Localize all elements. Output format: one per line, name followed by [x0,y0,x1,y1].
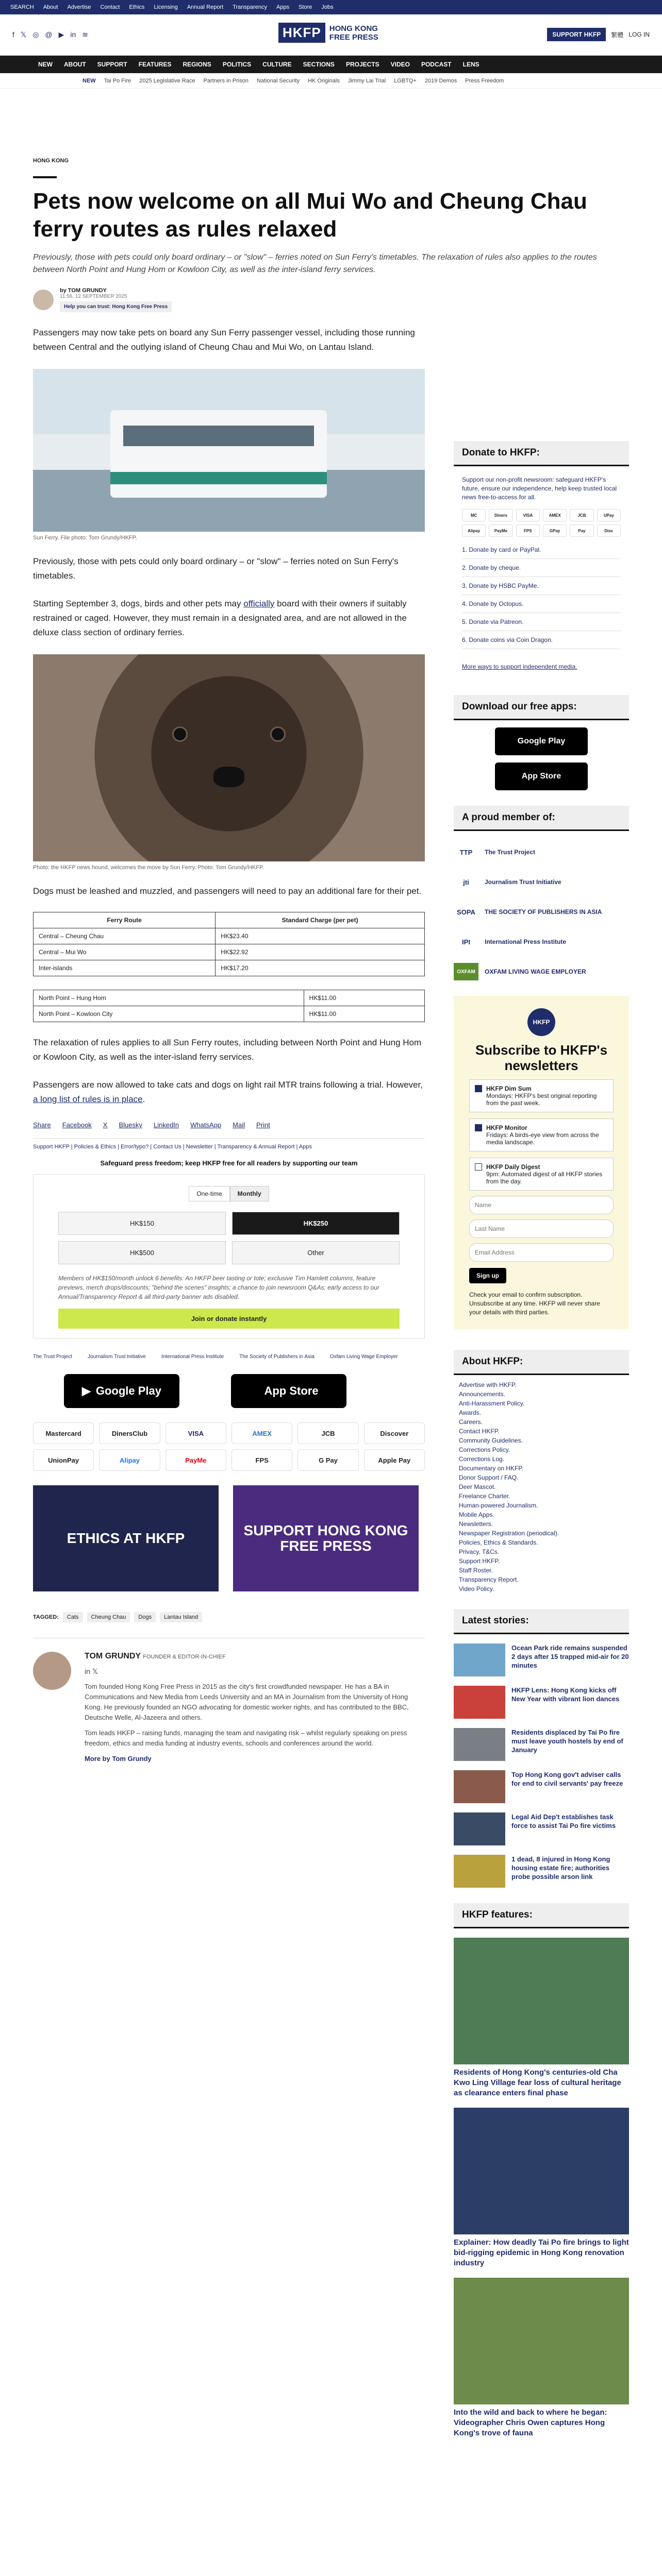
nav-new[interactable]: NEW [38,61,53,68]
tag[interactable]: Cheung Chau [87,1612,130,1622]
rules-link[interactable]: a long list of rules is in place [33,1094,143,1104]
about-link[interactable]: Awards. [459,1409,482,1416]
author-avatar[interactable] [33,290,54,310]
freq-one-time[interactable]: One-time [189,1186,229,1201]
about-link[interactable]: Contact HKFP. [459,1428,500,1435]
newsletter-title: Subscribe to HKFP's newsletters [475,1042,608,1073]
payment-logo: Apple Pay [364,1449,425,1471]
payment-logo: GPay [543,524,567,537]
tag[interactable]: Lantau Island [160,1612,202,1622]
youtube-icon[interactable]: ▶ [58,30,64,39]
app-badges [33,1374,425,1408]
login-link[interactable]: LOG IN [628,31,650,38]
sidebar [454,441,629,2438]
about-link[interactable]: Staff Roster. [459,1567,493,1574]
subnav-item[interactable]: 2019 Demos [424,77,457,84]
share-bar [33,1121,425,1129]
google-play-badge[interactable]: Google Play [495,727,588,755]
share-facebook[interactable]: Facebook [62,1121,92,1129]
newsletter-box [454,996,629,1329]
subnav-new-label: NEW [82,77,96,84]
paragraph: Starting September 3, dogs, birds and other pets may officially board with their owners if suitably restrained or caged. However, they must remain in a designated area, and are not allowed in the deluxe class section of ordinary ferries. [33,599,407,637]
app-store-badge[interactable]: App Store [231,1374,346,1408]
tags-label: TAGGED: [33,1614,59,1620]
subnav-item[interactable]: Press Freedom [465,77,504,84]
about-link[interactable]: Corrections Log. [459,1455,505,1463]
about-link[interactable]: Transparency Report. [459,1576,519,1583]
share-label[interactable]: Share [33,1121,51,1129]
masthead-actions [547,28,650,41]
share-linkedin[interactable]: LinkedIn [154,1121,179,1129]
share-bluesky[interactable]: Bluesky [119,1121,142,1129]
nav-projects[interactable]: PROJECTS [345,61,379,68]
byline [33,287,425,312]
nav-video[interactable]: VIDEO [390,61,410,68]
rss-icon[interactable]: ≋ [82,30,89,39]
more-ways-link[interactable]: More ways to support independent media. [462,663,577,670]
about-link[interactable]: Mobile Apps. [459,1511,494,1518]
top-link-apps[interactable]: Apps [276,4,290,10]
about-link[interactable]: Donor Support / FAQ. [459,1474,519,1481]
newsletter-option[interactable]: HKFP Dim Sum Mondays: HKFP's best original reporting from the past week. [469,1079,614,1112]
subnav-item[interactable]: Tai Po Fire [104,77,131,84]
table-header: Ferry Route [34,912,216,928]
payment-logo: PayMe [489,524,512,537]
author-social[interactable]: in 𝕏 [85,1667,98,1675]
nav-sections[interactable]: SECTIONS [303,61,335,68]
google-play-badge[interactable]: ▶ Google Play [64,1374,179,1408]
hkfp-badge: HKFP [527,1008,555,1036]
top-link-contact[interactable]: Contact [100,4,120,10]
payment-logo: Disc [597,524,621,537]
about-link[interactable]: Community Guidelines. [459,1437,523,1444]
footer-links[interactable]: Support HKFP | Policies & Ethics | Error/typo? | Contact Us | Newsletter | Transparency & Annual Report | Apps [33,1138,425,1150]
subnav-item[interactable]: Jimmy Lai Trial [347,77,386,84]
latest-story[interactable]: Ocean Park ride remains suspended 2 days after 15 trapped mid-air for 20 minutes [454,1643,629,1676]
latest-story[interactable]: Legal Aid Dep't establishes task force to assist Tai Po fire victims [454,1812,629,1845]
payment-logo: PayMe [166,1449,226,1471]
article-kicker[interactable]: HONG KONG [33,158,69,164]
table-row: Central – Mui Wo HK$22.92 [34,944,425,960]
first-name-input[interactable] [469,1196,614,1214]
amount-grid [58,1212,400,1264]
member-logo[interactable]: OXFAM OXFAM LIVING WAGE EMPLOYER [454,963,629,980]
member-heading: A proud member of: [454,806,629,831]
partner-logo[interactable]: The Society of Publishers in Asia [239,1354,315,1360]
about-link[interactable]: Corrections Policy. [459,1446,510,1453]
about-link[interactable]: Support HKFP. [459,1557,500,1565]
partner-logo[interactable]: International Press Institute [161,1354,224,1360]
payment-logo: Alipay [99,1449,160,1471]
about-link[interactable]: Freelance Charter. [459,1493,510,1500]
subnav-item[interactable]: HK Originals [308,77,340,84]
top-link-jobs[interactable]: Jobs [321,4,334,10]
newsletter-option[interactable]: HKFP Monitor Fridays: A birds-eye view from across the media landscape. [469,1118,614,1151]
top-link-licensing[interactable]: Licensing [154,4,178,10]
author-bio: Tom founded Hong Kong Free Press in 2015 as the city's first crowdfunded newspaper. He has a BA in Communications and New Media from Leeds University and an MA in Journalism from the University of Hong Kong. He previously founded an NGO advocating for domestic worker rights, and has contributed to the BBC, Deutsche Welle, Al-Jazeera and others. [85,1683,409,1721]
table-row: Central – Cheung Chau HK$23.40 [34,928,425,944]
apps-heading: Download our free apps: [454,695,629,720]
share-print[interactable]: Print [256,1121,270,1129]
help-trust-button[interactable]: Help you can trust: Hong Kong Free Press [60,301,172,312]
amount-option[interactable]: HK$150 [58,1212,226,1235]
ferry-photo [33,369,425,532]
top-link-ethics[interactable]: Ethics [129,4,145,10]
article-title: Pets now welcome on all Mui Wo and Cheung Chau ferry routes as rules relaxed [33,189,587,242]
tags-row [33,1612,425,1622]
frequency-toggle [58,1186,400,1201]
title-rule [33,176,57,178]
top-link-annual-report[interactable]: Annual Report [187,4,224,10]
donate-option[interactable]: 2. Donate by cheque. [462,559,621,577]
nav-about[interactable]: ABOUT [64,61,86,68]
support-hkfp-button[interactable]: SUPPORT HKFP [547,28,606,41]
subnav-item[interactable]: LGBTQ+ [394,77,417,84]
feature-story[interactable]: Explainer: How deadly Tai Po fire brings to light bid-rigging epidemic in Hong Kong renovation industry [454,2108,629,2268]
share-mail[interactable]: Mail [233,1121,245,1129]
subnav-item[interactable]: Partners in Prison [203,77,249,84]
photo-caption: Sun Ferry. File photo: Tom Grundy/HKFP. [33,535,137,541]
payment-logo: VISA [516,509,540,521]
payment-logo: VISA [166,1422,226,1444]
publish-date: 11:56, 12 SEPTEMBER 2025 [60,294,127,299]
table-row: Inter-islands HK$17.20 [34,960,425,976]
tag[interactable]: Dogs [134,1612,156,1622]
email-input[interactable] [469,1243,614,1262]
tag[interactable]: Cats [63,1612,83,1622]
payment-logo: JCB [297,1422,358,1444]
donate-option[interactable]: 1. Donate by card or PayPal. [462,541,621,559]
table-row: North Point – Hung Hom HK$11.00 [34,990,425,1006]
table-header: Standard Charge (per pet) [216,912,425,928]
nav-politics[interactable]: POLITICS [222,61,252,68]
fare-table [33,912,425,976]
latest-story[interactable]: Residents displaced by Tai Po fire must leave youth hostels by end of January [454,1728,629,1761]
latest-story[interactable]: Top Hong Kong gov't adviser calls for end to civil servants' pay freeze [454,1770,629,1803]
about-link[interactable]: Newspaper Registration (periodical). [459,1530,559,1537]
donate-text[interactable]: Support our non-profit newsroom: safeguard HKFP's future, ensure our independence, help keep trusted local news free-to-access for all. [462,476,617,501]
payment-logo: UnionPay [33,1449,94,1471]
paragraph: Passengers are now allowed to take cats and dogs on light rail MTR trains following a trial. However, a long list of rules is in place. [33,1080,423,1104]
latest-story[interactable]: 1 dead, 8 injured in Hong Kong housing estate fire; authorities probe possible arson link [454,1855,629,1888]
instagram-icon[interactable]: ◎ [32,30,39,39]
donate-option[interactable]: 6. Donate coins via Coin Dragon. [462,631,621,649]
table-row: North Point – Kowloon City HK$11.00 [34,1006,425,1022]
payment-logo: DinersClub [99,1422,160,1444]
about-heading: About HKFP: [454,1350,629,1375]
payment-logo: FPS [231,1449,292,1471]
press-freedom-line: Safeguard press freedom; keep HKFP free for all readers by supporting our team [100,1159,358,1167]
amount-option[interactable]: HK$500 [58,1241,226,1264]
author-name[interactable]: by TOM GRUNDY [60,287,107,294]
feature-story[interactable]: Into the wild and back to where he began: Videographer Chris Owen captures Hong Kong's trove of fauna [454,2278,629,2438]
feature-story[interactable]: Residents of Hong Kong's centuries-old Cha Kwo Ling Village fear loss of cultural heritage as clearance enters final phase [454,1938,629,2098]
about-link[interactable]: Policies, Ethics & Standards. [459,1539,538,1546]
nav-regions[interactable]: REGIONS [183,61,211,68]
latest-heading: Latest stories: [454,1609,629,1634]
signup-button[interactable]: Sign up [469,1268,506,1283]
payment-logo: Alipay [462,524,486,537]
about-link[interactable]: Documentary on HKFP. [459,1465,524,1472]
x-icon[interactable]: 𝕏 [20,30,27,39]
top-link-about[interactable]: About [43,4,58,10]
support-banner[interactable]: SUPPORT HONG KONG FREE PRESS [233,1485,419,1591]
paragraph: Previously, those with pets could only board ordinary – or "slow" – ferries noted on Sun Ferry's timetables. [33,556,399,581]
payment-logo: Discover [364,1422,425,1444]
about-link[interactable]: Careers. [459,1418,483,1426]
payment-logo: JCB [570,509,593,521]
subnav-item[interactable]: National Security [256,77,300,84]
partner-logos [33,1354,425,1360]
donate-option[interactable]: 3. Donate by HSBC PayMe. [462,577,621,595]
article-body [33,326,425,1107]
member-logo[interactable]: TTP The Trust Project [459,848,536,856]
app-store-badge[interactable]: App Store [495,762,588,790]
paragraph: Passengers may now take pets on board any Sun Ferry passenger vessel, including those running between Central and the outlying island of Cheung Chau and Mui Wo, on Lantau Island. [33,328,415,352]
about-link[interactable]: Privacy, T&Cs. [459,1548,500,1555]
payment-logo: UPay [597,509,621,521]
share-whatsapp[interactable]: WhatsApp [190,1121,222,1129]
fare-table-2 [33,990,425,1022]
author-bio: Tom leads HKFP – raising funds, managing the team and navigating risk – whilst regularly speaking on press freedom, ethics and media funding at industry events, schools and conferences around the world. [85,1729,407,1747]
top-link-store[interactable]: Store [299,4,312,10]
dog-photo [33,654,425,861]
top-link-advertise[interactable]: Advertise [67,4,91,10]
payment-logo: G Pay [297,1449,358,1471]
logo-text: HONG KONG FREE PRESS [329,24,378,42]
sidebar-payment-logos [454,509,629,537]
top-link-transparency[interactable]: Transparency [233,4,267,10]
payment-logo: Pay [570,524,593,537]
donate-heading: Donate to HKFP: [454,441,629,466]
ethics-banner[interactable]: ETHICS AT HKFP [33,1485,219,1591]
threads-icon[interactable]: @ [45,30,53,39]
payment-logo: Mastercard [33,1422,94,1444]
payment-logo: AMEX [231,1422,292,1444]
search-link[interactable]: SEARCH [10,4,34,10]
linkedin-icon[interactable]: in [70,30,76,39]
about-link[interactable]: Newsletters. [459,1520,493,1528]
nav-lens[interactable]: LENS [462,61,479,68]
officially-link[interactable]: officially [243,599,275,608]
nav-features[interactable]: FEATURES [138,61,172,68]
newsletter-note: Check your email to confirm subscription. Unsubscribe at any time. HKFP will never share your details with third parties. [469,1291,600,1316]
donate-options [454,537,629,649]
partner-logo[interactable]: Journalism Trust Initiative [88,1354,146,1360]
payment-logos [33,1422,425,1471]
author-box-name[interactable]: TOM GRUNDY FOUNDER & EDITOR-IN-CHIEF [85,1652,226,1660]
about-link[interactable]: Announcements. [459,1391,506,1398]
about-link[interactable]: Anti-Harassment Policy. [459,1400,525,1407]
about-link[interactable]: Advertise with HKFP. [459,1381,517,1388]
amount-option-selected[interactable]: HK$250 [232,1212,400,1235]
partner-logo[interactable]: The Trust Project [33,1354,73,1360]
logo-box: HKFP [278,23,325,43]
member-logo[interactable]: jti Journalism Trust Initiative [463,878,561,886]
member-logo[interactable]: IPI International Press Institute [462,938,567,946]
last-name-input[interactable] [469,1219,614,1238]
payment-logo: MC [462,509,486,521]
paragraph: Dogs must be leashed and muzzled, and passengers will need to pay an additional fare for their pet. [33,886,422,896]
payment-logo: AMEX [543,509,567,521]
photo-caption: Photo: the HKFP news hound, welcomes the move by Sun Ferry. Photo: Tom Grundy/HKFP. [33,865,264,871]
join-button[interactable]: Join or donate instantly [58,1309,400,1329]
language-toggle[interactable]: 繁體 [611,31,624,39]
paragraph: The relaxation of rules applies to all Sun Ferry routes, including between North Point and Hung Hom or Kowloon City, as well as the inter-island ferry services. [33,1038,422,1062]
donate-note: Members of HK$150/month unlock 6 benefits: An HKFP beer tasting or tote; exclusive Tim Hamlett columns, feature previews, merch drops/discounts; "behind the scenes" insights; a chance to join newsroom Q&As; early access to our Annual/Transparency Report & all third-party banner ads disabled. [58,1275,379,1300]
donate-widget [33,1174,425,1338]
facebook-icon[interactable]: f [12,30,14,39]
latest-story[interactable]: HKFP Lens: Hong Kong kicks off New Year with vibrant lion dances [454,1686,629,1719]
features-heading: HKFP features: [454,1903,629,1928]
nav-culture[interactable]: CULTURE [262,61,292,68]
about-link[interactable]: Video Policy. [459,1585,494,1592]
freq-monthly[interactable]: Monthly [230,1186,269,1201]
amount-option[interactable]: Other [232,1241,400,1264]
nav-support[interactable]: SUPPORT [97,61,127,68]
promo-banners [33,1485,425,1591]
payment-logo: FPS [516,524,540,537]
about-links [454,1380,629,1594]
newsletter-option[interactable]: HKFP Daily Digest 9pm: Automated digest of all HKFP stories from the day. [469,1158,614,1191]
payment-logo: Diners [489,509,512,521]
play-icon: ▶ [81,1384,91,1397]
author-box [33,1638,425,1764]
author-photo[interactable] [33,1652,71,1690]
donate-option[interactable]: 4. Donate by Octopus. [462,595,621,613]
subnav-item[interactable]: 2025 Legislative Race [139,77,195,84]
partner-logo[interactable]: Oxfam Living Wage Employer [329,1354,398,1360]
about-link[interactable]: Deer Mascot. [459,1483,496,1490]
donate-option[interactable]: 5. Donate via Patreon. [462,613,621,631]
about-link[interactable]: Human-powered Journalism. [459,1502,538,1509]
more-by-author-link[interactable]: More by Tom Grundy [85,1755,152,1762]
member-logo[interactable]: SOPA THE SOCIETY OF PUBLISHERS IN ASIA [457,908,602,916]
share-x[interactable]: X [103,1121,108,1129]
nav-podcast[interactable]: PODCAST [421,61,452,68]
article-dek: Previously, those with pets could only board ordinary – or "slow" – ferries noted on Sun Ferry's timetables. The relaxation of rules also applies to the routes between North Point and Hung Hom or Kowloon City, as well as the inter-island ferry services. [33,253,597,274]
